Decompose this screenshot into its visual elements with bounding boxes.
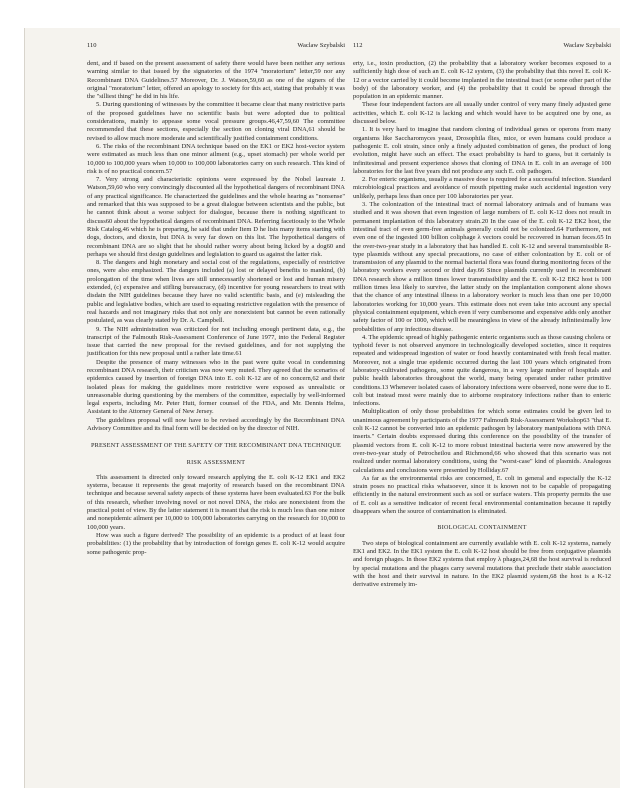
right-running-head bbox=[353, 42, 611, 52]
body-paragraph: Multiplication of only those probabilities for which some estimates could be given led to unanimous agreement by participants of the 1977 Falmouth Risk-Assessment Workshop63 "that E. coli K-12 cannot be converted into an epidemic pathogen by laboratory manipulations with DNA inserts." Certain doubts expressed during this conference on the possibility of the transfer of plasmid vectors from E. coli K-12 to more robust intestinal bacteria were now answered by the over-two-year study of Petrocheilou and Richmond,66 who showed that this scenario was not realized under normal laboratory conditions, using the "worst-case" kind of plasmids. Analogous calculations and conclusions were presented by Holliday.67 bbox=[353, 408, 611, 474]
body-paragraph: 5. During questioning of witnesses by the committee it became clear that many restrictive parts of the proposed guidelines have no scientific basis but were adopted due to political considerations, mainly to appease some vocal pressure groups.46,47,59,60 The committee recommended that these sections, especially the section on cloning viral DNA,61 should be revised to allow much more moderate and scientifically justified containment conditions. bbox=[87, 101, 345, 142]
page-number: 110 bbox=[87, 42, 97, 49]
body-paragraph: How was such a figure derived? The possibility of an epidemic is a product of at least four probabilities: (1) the probability that by introduction of foreign genes E. coli K-12 would acquire some pathogenic prop- bbox=[87, 531, 345, 556]
body-paragraph: erty, i.e., toxin production, (2) the probability that a laboratory worker becomes exposed to a sufficiently high dose of such an E. coli K-12 system, (3) the probability that this novel E. coli K-12 or a vector carried by it could become implanted in the intestinal tract (or some other part of the body) of the laboratory worker, and (4) the probability that it could be spread through the population in an epidemic manner. bbox=[353, 60, 611, 101]
body-paragraph: This assessment is directed only toward research applying the E. coli K-12 EK1 and EK2 systems, because it represents the great majority of research based on the recombinant DNA technique and because several safety aspects of these systems have been evaluated.63 For the bulk of this research, whether involving novel or not novel DNA, the risks are nonexistent from the practical point of view. By the latter statement it is meant that the risk is much less than one minor and nonepidemic ailment per 10,000 to 100,000 laboratories carrying on the research for 10,000 to 100,000 years. bbox=[87, 473, 345, 531]
body-paragraph: As far as the environmental risks are concerned, E. coli in general and especially the K-12 strain poses no practical risks whatsoever, since it is known not to be capable of propagating efficiently in the natural environment such as soil or surface waters. This property permits the use of E. coli as a sensitive indicator of recent fecal environmental contamination because it rapidly disappears when the source of contamination is eliminated. bbox=[353, 474, 611, 516]
running-author: Waclaw Szybalski bbox=[563, 42, 611, 49]
page-number: 112 bbox=[353, 42, 363, 49]
body-paragraph: 7. Very strong and characteristic opinions were expressed by the Nobel laureate J. Watson,59,60 who very convincingly discounted all the hypothetical dangers of recombinant DNA of any practical significance. He characterized the guidelines and the whole hearing as "nonsense" and remarked that this was supposed to be a great dialogue between scientists and the public, but he cannot think about a worse subject for dialogue, because there is nothing significant to discuss60 about the hypothetical dangers of recombinant DNA. Referring facetiously to the Whole Risk Catalog,46 which he is preparing, he said that under Item D he lists many items starting with dogs, doctors, and dioxin, but DNA is very far down on this list. The hypothetical dangers of recombinant DNA are so slight that he should rather worry about being licked by a dog60 and perhaps we should first design guidelines and legislation to guard us against the latter risk. bbox=[87, 176, 345, 258]
body-paragraph: 4. The epidemic spread of highly pathogenic enteric organisms such as those causing cholera or typhoid fever is not observed anymore in technologically developed societies, since it requires repeated and widespread ingestion of water or food heavily contaminated with fresh fecal matter. Moreover, not a single true epidemic occurred during the last 100 years which originated from laboratory-cultivated pathogens, some quite dangerous, in a very large number of hospitals and public health laboratories throughout the world, many being operated under rather primitive conditions.13 Whenever isolated cases of laboratory infections were observed, none were due to E. coli but instead most were mainly due to airborne respiratory infections rather than to enteric infections. bbox=[353, 333, 611, 408]
body-paragraph: 2. For enteric organisms, usually a massive dose is required for a successful infection. Standard microbiological practices and avoidance of mouth pipetting make such accidental ingestion very unlikely, perhaps less than once per 100 laboratories per year. bbox=[353, 176, 611, 200]
body-paragraph: dent, and if based on the present assessment of safety there would have been neither any serious warning similar to that issued by the signatories of the 1974 "moratorium" letter,59 nor any Recombinant DNA Guidelines.57 Moreover, Dr. J. Watson,59,60 as one of the signers of the original "moratorium" letter, offered an apology to society for this act, stating that probably it was the "silliest thing" he did in his life. bbox=[87, 60, 345, 101]
right-page-column bbox=[353, 42, 611, 589]
body-paragraph: Despite the presence of many witnesses who in the past were quite vocal in condemning recombinant DNA research, their criticism was now very muted. They agreed that the scenarios of epidemics caused by insertion of foreign DNA into E. coli K-12 are of no concern,62 and their isolated pleas for making the guidelines more restrictive were exposed as unrealistic or unreasonable during questioning by the members of the committee, especially by well-informed legal experts, including Mr. Peter Hutt, former counsel of the FDA, and Mr. Dennis Helms, Assistant to the Attorney General of New Jersey. bbox=[87, 358, 345, 416]
left-page-column bbox=[87, 42, 345, 557]
running-author: Waclaw Szybalski bbox=[297, 42, 345, 49]
body-paragraph: 9. The NIH administration was criticized for not including enough pertinent data, e.g., the transcript of the Falmouth Risk-Assessment Conference of June 1977, into the Federal Register issue that carried the new proposal for the revised guidelines, and for not supplying the justification for this new proposal until a rather late time.61 bbox=[87, 325, 345, 358]
subsection-heading: RISK ASSESSMENT bbox=[186, 459, 246, 466]
body-paragraph: 6. The risks of the recombinant DNA technique based on the EK1 or EK2 host-vector system were estimated as much less than one minor ailment (e.g., upset stomach) per whole world per 10,000 to 100,000 years when 10,000 to 100,000 laboratories carry on such research. This kind of risk is of no practical concern.57 bbox=[87, 142, 345, 175]
book-spread bbox=[24, 28, 620, 788]
subsection-heading: BIOLOGICAL CONTAINMENT bbox=[437, 525, 527, 532]
body-paragraph: Two steps of biological containment are currently available with E. coli K-12 systems, namely EK1 and EK2. In the EK1 system the E. coli K-12 host should be free from conjugative plasmids and foreign phages. In those EK2 systems that employ λ phages,24,68 the host survival is reduced by special mutations and the phages carry several mutations that preclude their stable association with the host and their survival in nature. In the EK2 plasmid system,68 the host is a K-12 derivative extremely im- bbox=[353, 539, 611, 589]
body-paragraph: 1. It is very hard to imagine that random cloning of individual genes or operons from many organisms like Saccharomyces yeast, Drosophila flies, mice, or even humans could produce a pathogenic E. coli strain, since only a finely adjusted combination of genes, the product of long evolution, might have such an effect. The exact probability is hard to guess, but it certainly is infinitesimal and present experience shows that cloning of DNA in E. coli in an average of 100 laboratories for the last five years did not produce any such E. coli pathogen. bbox=[353, 126, 611, 175]
left-running-head bbox=[87, 42, 345, 52]
body-paragraph: 3. The colonization of the intestinal tract of normal laboratory animals and of humans was studied and it was shown that even ingestion of large numbers of E. coli K-12 does not result in permanent implantation of this laboratory strain.20 In the case of the E. coli K-12 EK2 host, the intestinal tract of even germ-free animals generally could not be colonized.64 Furthermore, not even one of the ingested 100 billion coliphage λ vectors could be recovered in human feces.65 In the over-two-year study in a laboratory that has handled E. coli K-12 and several transmissible R-type plasmids without any special precautions, no case of either colonization by E. coli or of transmission of any plasmid to the normal bacterial flora was found during monitoring feces of the laboratory workers every second or third day.66 Since plasmids currently used in recombinant DNA research show a million times lower transmissibility and the E. coli K-12 EK2 host is 100 million times less likely to survive, the latter study on the implantation component alone shows that the chance of any intestinal illness in a laboratory worker is much less than one per 10,000 laboratories working for 10,000 years. This estimate does not even take into account any special physical containment equipment, which even if very cumbersome and expensive adds only another safety factor of 100 or 1000, which will be meaningless in view of the already infinitesimally low probabilities of any infectious disease. bbox=[353, 201, 611, 333]
body-paragraph: The guidelines proposal will now have to be revised accordingly by the Recombinant DNA Advisory Committee and its final form will be decided on by the director of NIH. bbox=[87, 416, 345, 433]
section-heading: PRESENT ASSESSMENT OF THE SAFETY OF THE RECOMBINANT DNA TECHNIQUE bbox=[90, 442, 342, 450]
body-paragraph: These four independent factors are all usually under control of very many finely adjusted gene activities, which E. coli K-12 is lacking and which would have to be acquired one by one, as discussed below. bbox=[353, 101, 611, 126]
body-paragraph: 8. The dangers and high monetary and social cost of the regulations, especially of restrictive ones, were also emphasized. The dangers included (a) lost or delayed benefits to mankind, (b) prolongation of the time when lives are still unnecessarily shortened or lost and human misery extended, (c) expensive and stifling bureaucracy, (d) incentive for young researchers to treat with disdain the NIH guidelines because they have no valid scientific basis, and (e) misleading the public and legislative bodies, which are used to equating restrictive regulation with the presence of real hazards and not imaginary risks that not only are nonexistent but cannot be even rationally postulated, as was clearly stated by Dr. A. Campbell. bbox=[87, 259, 345, 325]
